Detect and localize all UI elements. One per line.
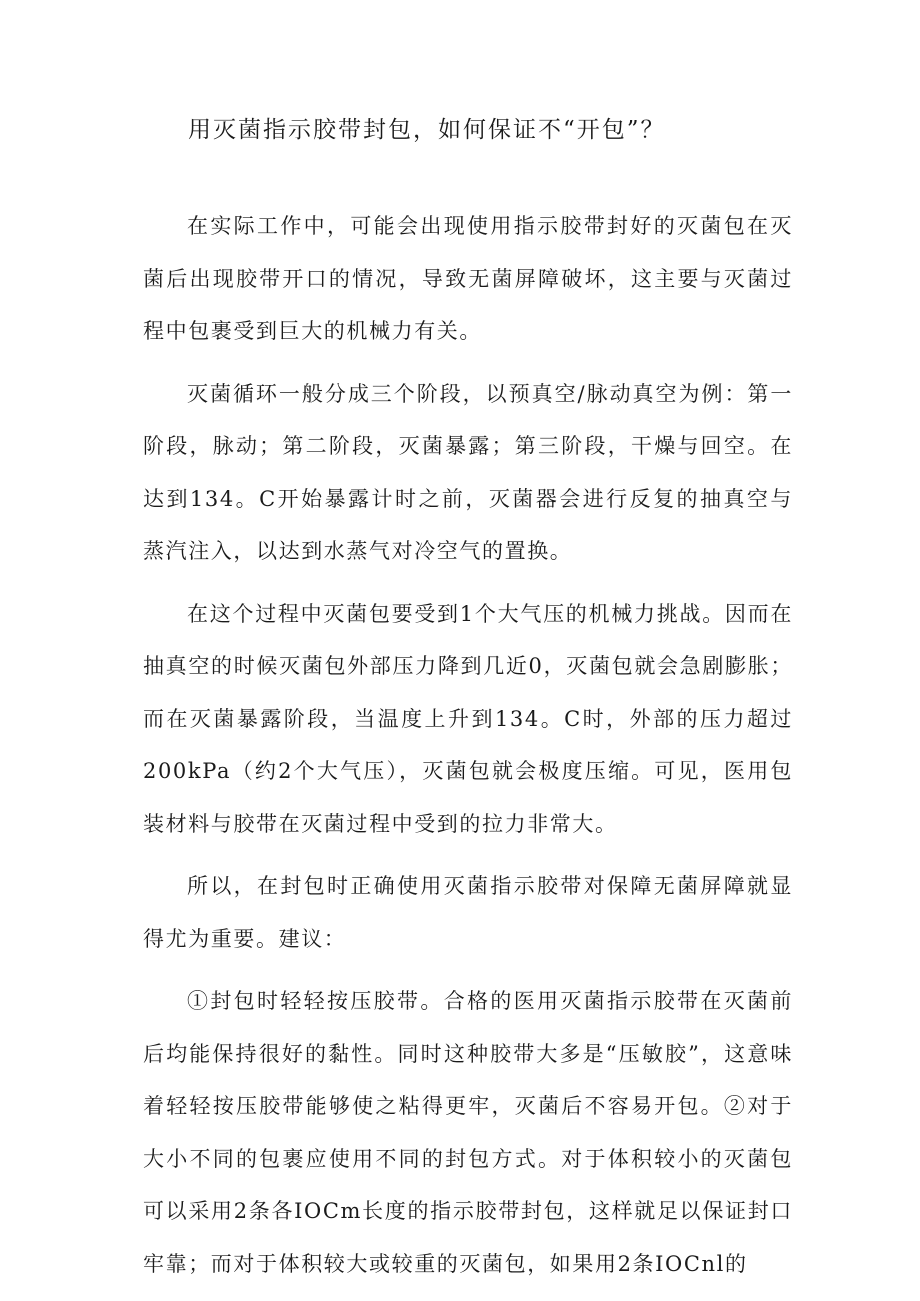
document-body [143, 200, 793, 1300]
paragraph-5: ①封包时轻轻按压胶带。合格的医用灭菌指示胶带在灭菌前后均能保持很好的黏性。同时这种胶带大多是“压敏胶”，这意味着轻轻按压胶带能够使之粘得更牢，灭菌后不容易开包。②对于大小不同的包裹应使用不同的封包方式。对于体积较小的灭菌包可以采用2条各IOCm长度的指示胶带封包，这样就足以保证封口牢靠；而对于体积较大或较重的灭菌包，如果用2条IOCnl的 [143, 989, 793, 1276]
paragraph-3: 在这个过程中灭菌包要受到1个大气压的机械力挑战。因而在抽真空的时候灭菌包外部压力降到几近0，灭菌包就会急剧膨胀；而在灭菌暴露阶段，当温度上升到134。C时，外部的压力超过200kPa（约2个大气压），灭菌包就会极度压缩。可见，医用包装材料与胶带在灭菌过程中受到的拉力非常大。 [143, 601, 793, 836]
paragraph-2: 灭菌循环一般分成三个阶段，以预真空/脉动真空为例：第一阶段，脉动；第二阶段，灭菌暴露；第三阶段，干燥与回空。在达到134。C开始暴露计时之前，灭菌器会进行反复的抽真空与蒸汽注入，以达到水蒸气对冷空气的置换。 [143, 381, 793, 563]
paragraph-4: 所以，在封包时正确使用灭菌指示胶带对保障无菌屏障就显得尤为重要。建议： [143, 874, 793, 951]
paragraph-1: 在实际工作中，可能会出现使用指示胶带封好的灭菌包在灭菌后出现胶带开口的情况，导致无菌屏障破坏，这主要与灭菌过程中包裹受到巨大的机械力有关。 [143, 214, 793, 343]
document-title: 用灭菌指示胶带封包，如何保证不“开包”？ [188, 117, 666, 143]
